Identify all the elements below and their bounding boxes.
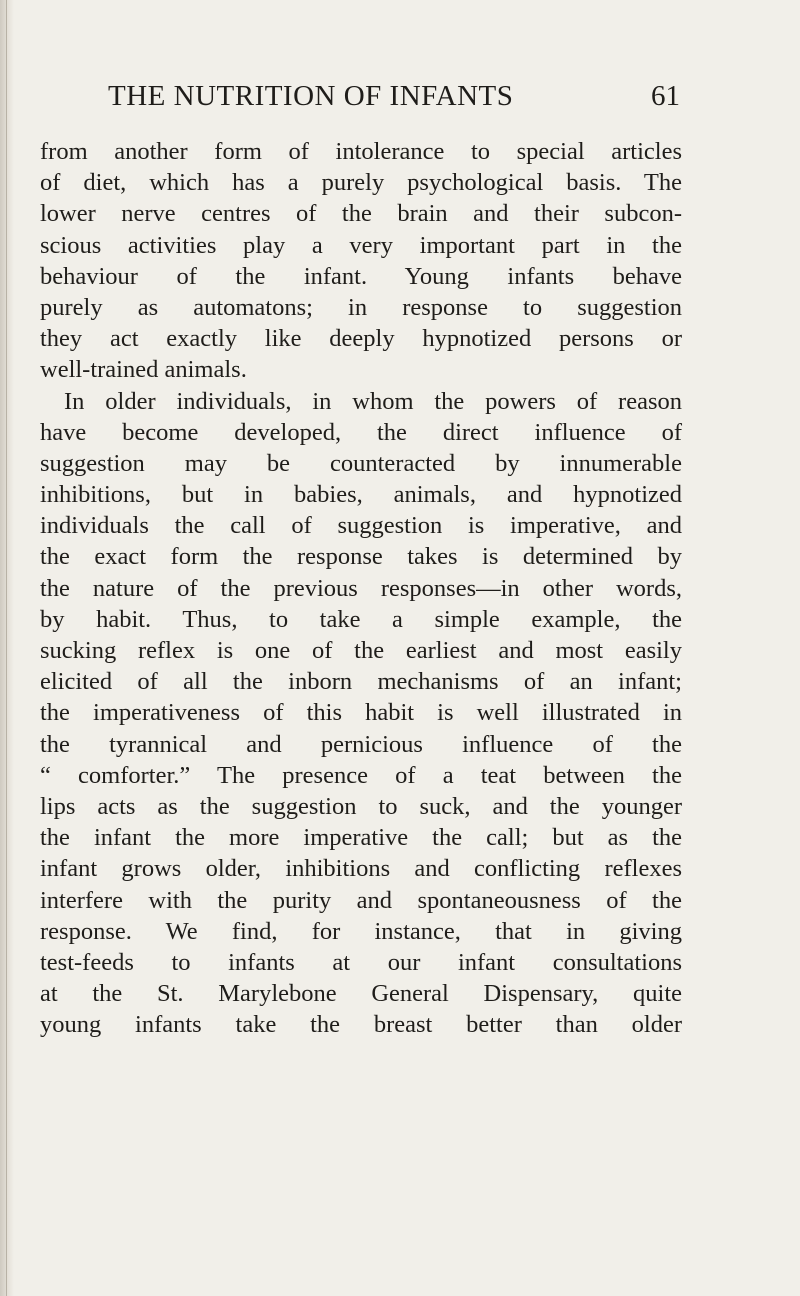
text-line: by habit. Thus, to take a simple example, the [40,605,682,633]
text-line: young infants take the breast better than older [40,1011,682,1039]
text-line: scious activities play a very important part in the [40,231,682,259]
text-line: elicited of all the inborn mechanisms of an infant; [40,668,682,696]
text-line: they act exactly like deeply hypnotized persons or [40,325,682,353]
text-line: interfere with the purity and spontaneousness of the [40,886,682,914]
running-head: THE NUTRITION OF INFANTS [108,80,514,112]
page-gutter-shadow [0,0,14,1296]
text-line: inhibitions, but in babies, animals, and hypnotized [40,481,682,509]
text-line: the infant the more imperative the call; but as the [40,824,682,852]
text-line: from another form of intolerance to special articles [40,138,682,165]
text-line: individuals the call of suggestion is imperative, and [40,512,682,540]
text-line: suggestion may be counteracted by innumerable [40,449,682,477]
page-header [108,80,680,120]
text-line: lips acts as the suggestion to suck, and the younger [40,792,682,820]
body-text [40,136,682,1040]
text-line: at the St. Marylebone General Dispensary, quite [40,980,682,1008]
text-line: response. We find, for instance, that in giving [40,917,682,945]
paragraph-start-line: In older individuals, in whom the powers of reason [64,387,682,415]
text-line: sucking reflex is one of the earliest and most easily [40,637,682,664]
text-line: behaviour of the infant. Young infants behave [40,262,682,290]
text-line: test-feeds to infants at our infant consultations [40,948,682,976]
text-line: lower nerve centres of the brain and their subcon- [40,200,682,228]
text-line: the tyrannical and pernicious influence of the [40,730,682,758]
text-line: have become developed, the direct influence of [40,418,682,446]
page-gutter-line [6,0,7,1296]
page-number: 61 [651,80,680,112]
text-line: “ comforter.” The presence of a teat between the [40,761,682,789]
text-line: the nature of the previous responses—in other words, [40,574,682,602]
text-line: the imperativeness of this habit is well illustrated in [40,699,682,727]
text-line: purely as automatons; in response to suggestion [40,293,682,321]
paragraph-end-line: well-trained animals. [40,356,247,384]
text-line: of diet, which has a purely psychological basis. The [40,169,682,197]
text-line: infant grows older, inhibitions and conflicting reflexes [40,855,682,883]
text-line: the exact form the response takes is determined by [40,543,682,571]
